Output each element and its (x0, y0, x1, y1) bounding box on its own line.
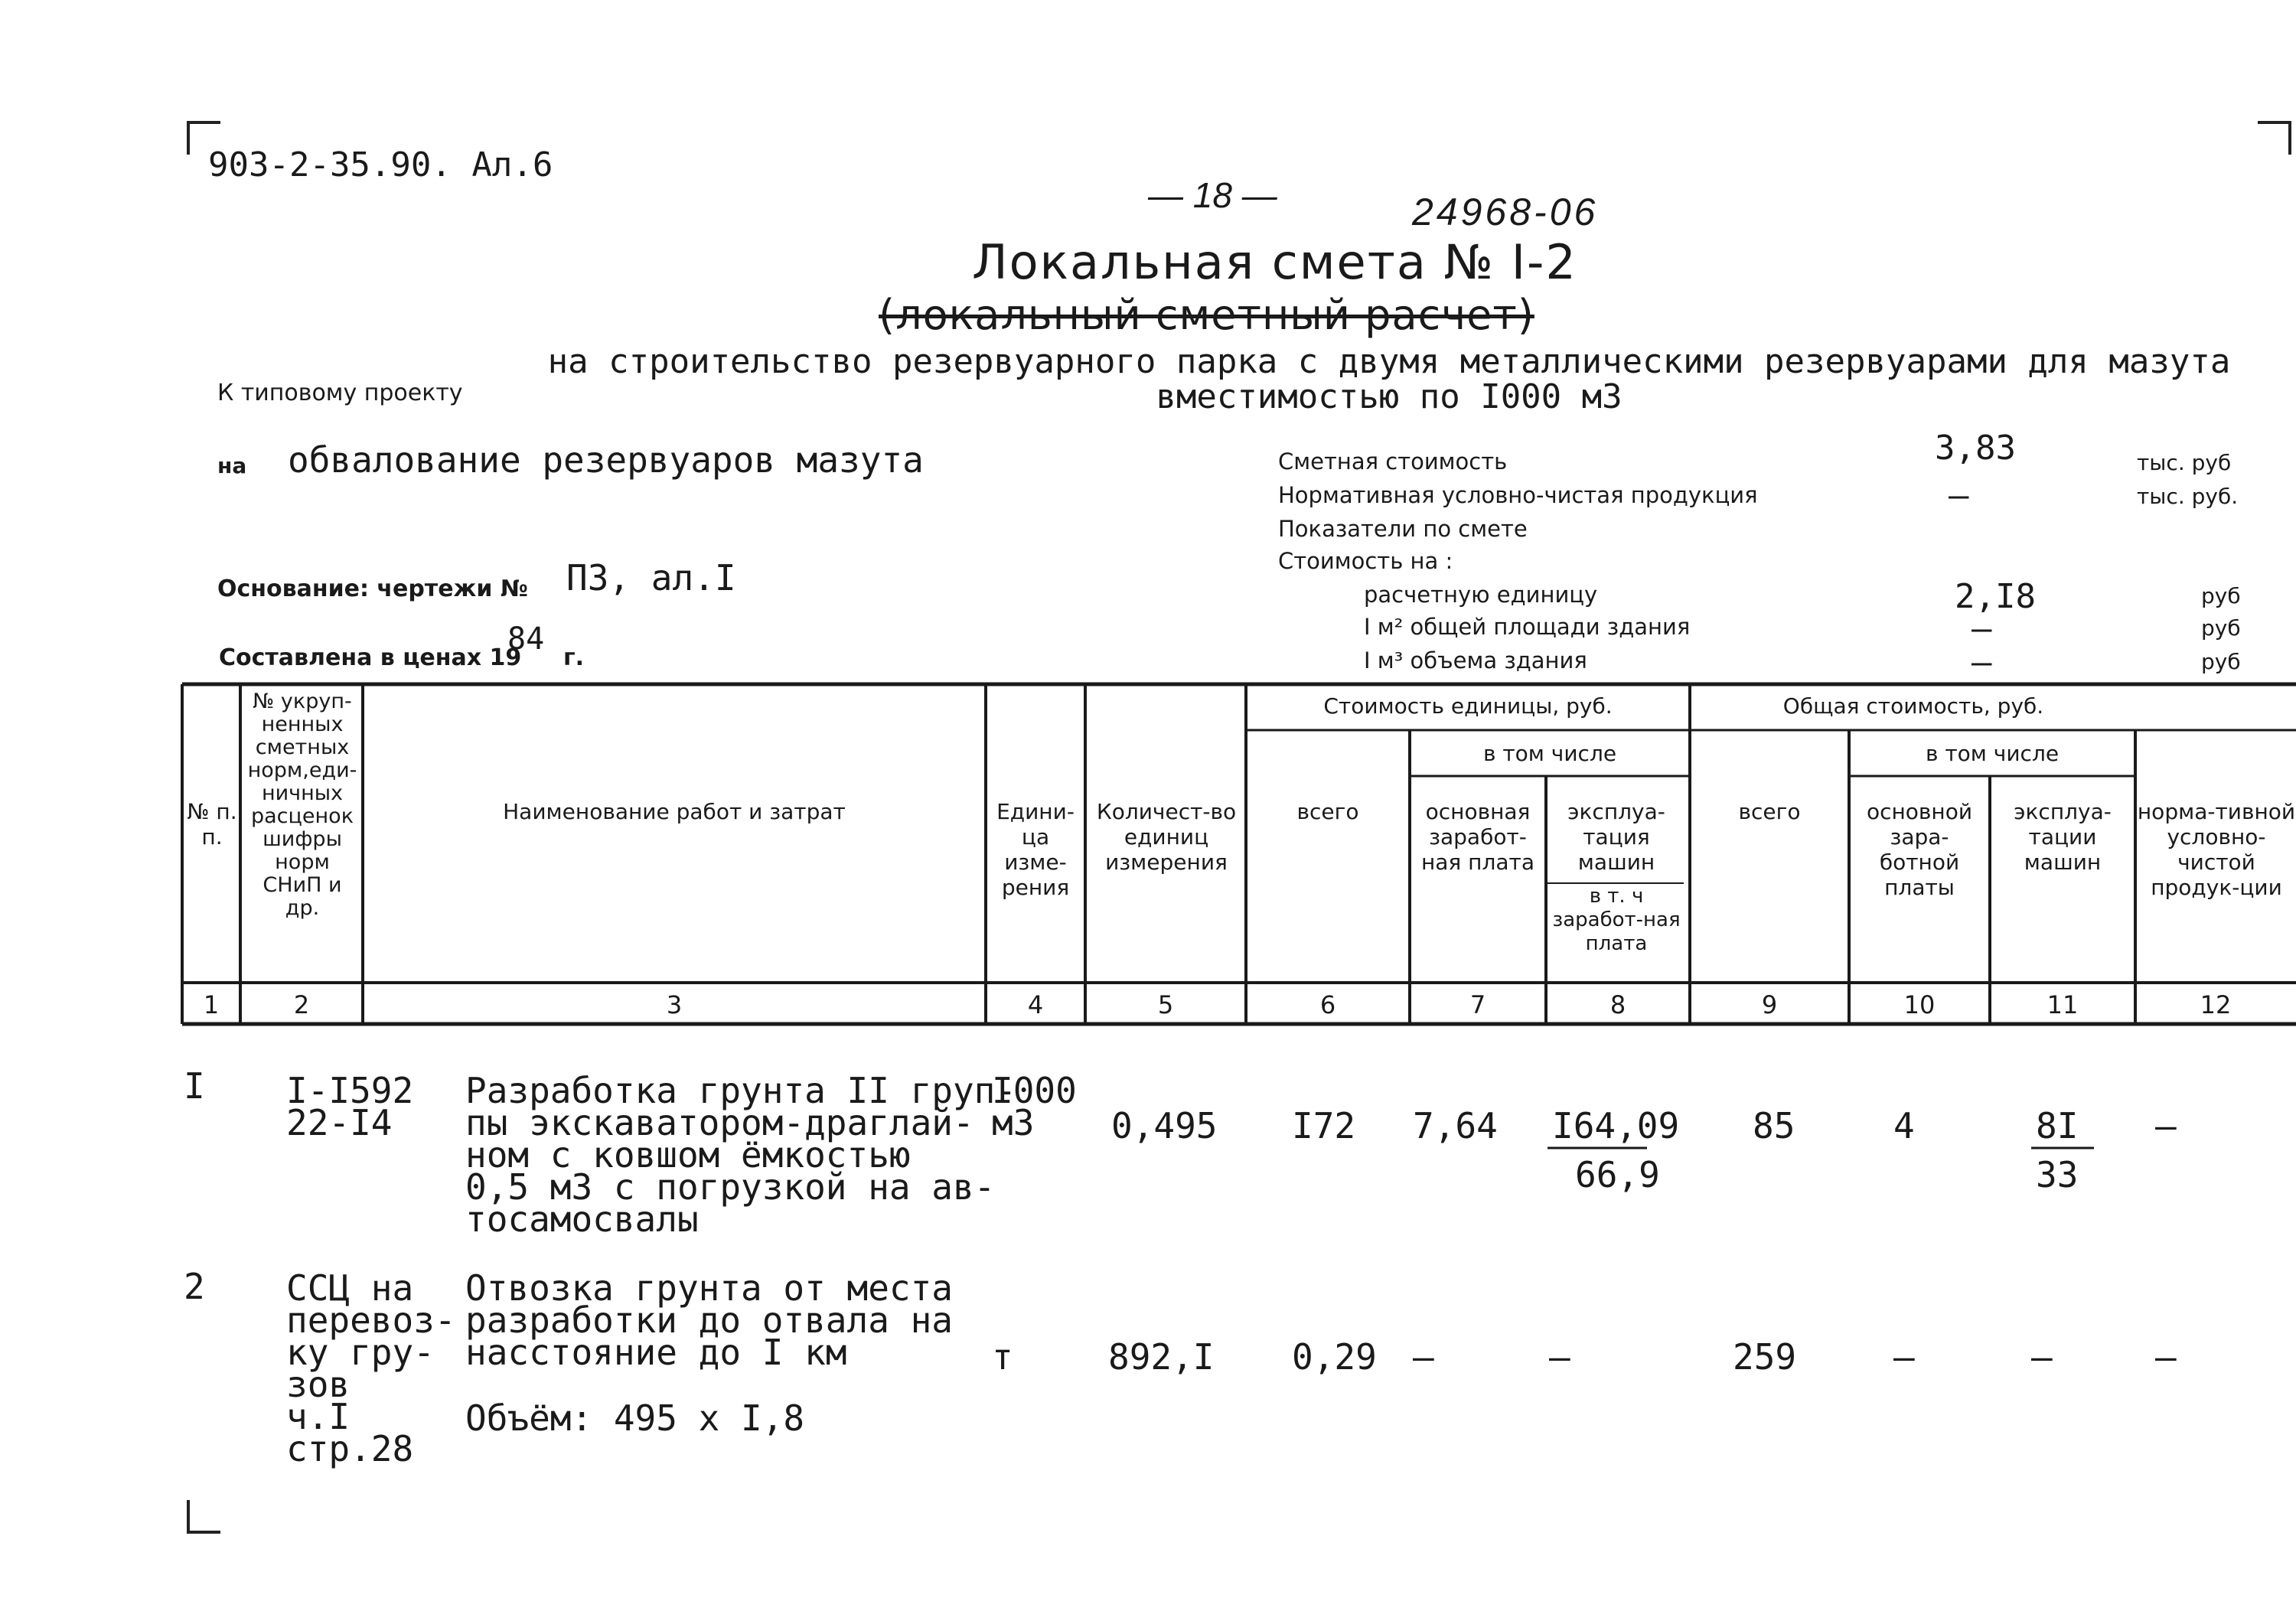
volume-cost-value: — (1971, 643, 1992, 682)
column-number: 6 (1319, 990, 1336, 1019)
registration-number: 24968-06 (1412, 191, 1599, 233)
unit-cost-label: расчетную единицу (1364, 582, 1598, 608)
prices-label: Составлена в ценах 19 (219, 644, 522, 671)
cost-per-label: Стоимость на : (1278, 548, 1453, 574)
row-1-total-machines: 8I (2036, 1105, 2079, 1146)
column-number: 12 (2200, 990, 2232, 1019)
unit-cost-unit: руб (2201, 583, 2241, 608)
row-2-unit-wage: – (1413, 1336, 1434, 1378)
row-2-unit: т (992, 1336, 1013, 1378)
estimated-cost-value: 3,83 (1935, 429, 2016, 468)
header-total-wage: основной зара-ботной платы (1866, 799, 1973, 900)
area-cost-unit: руб (2201, 615, 2241, 641)
row-1-normative: – (2155, 1105, 2177, 1146)
header-total: всего (1738, 799, 1801, 824)
row-1-code: I-I592 22-I4 (286, 1070, 414, 1143)
header-unit-wage: основная заработ-ная плата (1420, 799, 1535, 875)
row-1-total-wage: 4 (1893, 1105, 1915, 1146)
row-1-unit-wage: 7,64 (1413, 1105, 1498, 1146)
object-description: на строительство резервуарного парка с двумя металлическими резервуарами для мазута вместимостью по I000 м3 (547, 342, 2231, 416)
row-2-unit-machines: – (1549, 1336, 1570, 1378)
row-1-quantity: 0,495 (1111, 1105, 1218, 1146)
column-number: 3 (666, 990, 683, 1019)
project-label: К типовому проекту (217, 380, 463, 406)
header-normative: норма-тивной условно-чистой продук-ции (2137, 799, 2296, 900)
page-subtitle: (локальный сметный расчет) (879, 291, 1534, 339)
row-2-note: Объём: 495 х I,8 (465, 1397, 805, 1439)
row-1-number: I (184, 1065, 205, 1107)
column-number: 10 (1903, 990, 1936, 1019)
column-number: 11 (2047, 990, 2079, 1019)
estimated-cost-label: Сметная стоимость (1278, 448, 1508, 474)
indicators-label: Показатели по смете (1278, 516, 1528, 542)
row-2-normative: – (2155, 1336, 2177, 1378)
row-2-number: 2 (184, 1266, 205, 1307)
row-2-work-name: Отвозка грунта от места разработки до отвала на насстояние до I км (465, 1267, 953, 1373)
header-unit-machines-wage: в т. ч заработ-ная плата (1552, 885, 1681, 955)
corner-mark-bottom-left (187, 1500, 220, 1534)
row-2-quantity: 892,I (1108, 1336, 1215, 1378)
row-2-total-wage: – (1893, 1336, 1915, 1378)
page-title: Локальная смета № I-2 (972, 234, 1577, 290)
estimated-cost-unit: тыс. руб (2137, 450, 2232, 475)
row-1-total-machines-wage: 33 (2036, 1154, 2079, 1195)
row-1-work-name: Разработка грунта II груп- пы экскаватором-драглай- ном с ковшом ёмкостью 0,5 м3 с погрузкой на ав- тосамосвалы (465, 1070, 1017, 1240)
column-number: 1 (203, 990, 220, 1019)
header-work-name: Наименование работ и затрат (503, 799, 846, 824)
column-number: 5 (1157, 990, 1174, 1019)
row-2-unit-total: 0,29 (1292, 1336, 1377, 1378)
row-1-total: 85 (1753, 1105, 1795, 1146)
basis-value: ПЗ, ал.I (566, 557, 736, 598)
header-unit: Едини-ца изме-рения (996, 799, 1075, 900)
prices-suffix: г. (563, 644, 585, 671)
document-code: 903-2-35.90. Ал.6 (208, 145, 553, 184)
row-1-unit-total: I72 (1292, 1105, 1356, 1146)
header-row-number: № п. п. (187, 799, 237, 850)
row-2-total: 259 (1733, 1336, 1797, 1378)
basis-label: Основание: чертежи № (217, 576, 528, 602)
row-1-unit: I000 м3 (992, 1070, 1077, 1143)
header-unit-total: всего (1296, 799, 1359, 824)
object-name: обвалование резервуаров мазута (288, 439, 924, 481)
header-total-machines: эксплуа-тации машин (2014, 799, 2112, 875)
object-prefix: на (217, 453, 247, 478)
column-number: 8 (1609, 990, 1626, 1019)
column-number: 9 (1761, 990, 1778, 1019)
header-total-incl: в том числе (1925, 741, 2060, 766)
row-2-total-machines: – (2031, 1336, 2053, 1378)
header-norm-code: № укруп-ненных сметных норм,еди-ничных расценок шифры норм СНиП и др. (247, 690, 357, 920)
row-1-unit-machines-wage: 66,9 (1575, 1154, 1660, 1195)
area-cost-label: I м² общей площади здания (1364, 614, 1691, 640)
corner-mark-top-right (2258, 121, 2291, 155)
page-number: — 18 — (1148, 175, 1277, 215)
prices-year: 84 (507, 621, 545, 657)
volume-cost-unit: руб (2201, 649, 2241, 674)
header-unit-cost-group: Стоимость единицы, руб. (1323, 693, 1613, 719)
normative-label: Нормативная условно-чистая продукция (1278, 482, 1758, 508)
header-quantity: Количест-во единиц измерения (1096, 799, 1237, 875)
column-number: 7 (1469, 990, 1486, 1019)
normative-unit: тыс. руб. (2137, 484, 2239, 509)
unit-cost-value: 2,I8 (1955, 577, 2036, 616)
header-total-group: Общая стоимость, руб. (1782, 693, 2044, 719)
area-cost-value: — (1971, 609, 1992, 648)
normative-value: — (1949, 476, 1969, 515)
row-1-unit-machines: I64,09 (1552, 1105, 1680, 1146)
row-2-code: ССЦ на перевоз- ку гру- зов ч.I стр.28 (286, 1267, 456, 1469)
column-number: 2 (293, 990, 310, 1019)
volume-cost-label: I м³ объема здания (1364, 647, 1587, 673)
header-unit-machines: эксплуа-тация машин (1567, 799, 1665, 875)
column-number: 4 (1027, 990, 1044, 1019)
header-unit-cost-incl: в том числе (1482, 741, 1617, 766)
